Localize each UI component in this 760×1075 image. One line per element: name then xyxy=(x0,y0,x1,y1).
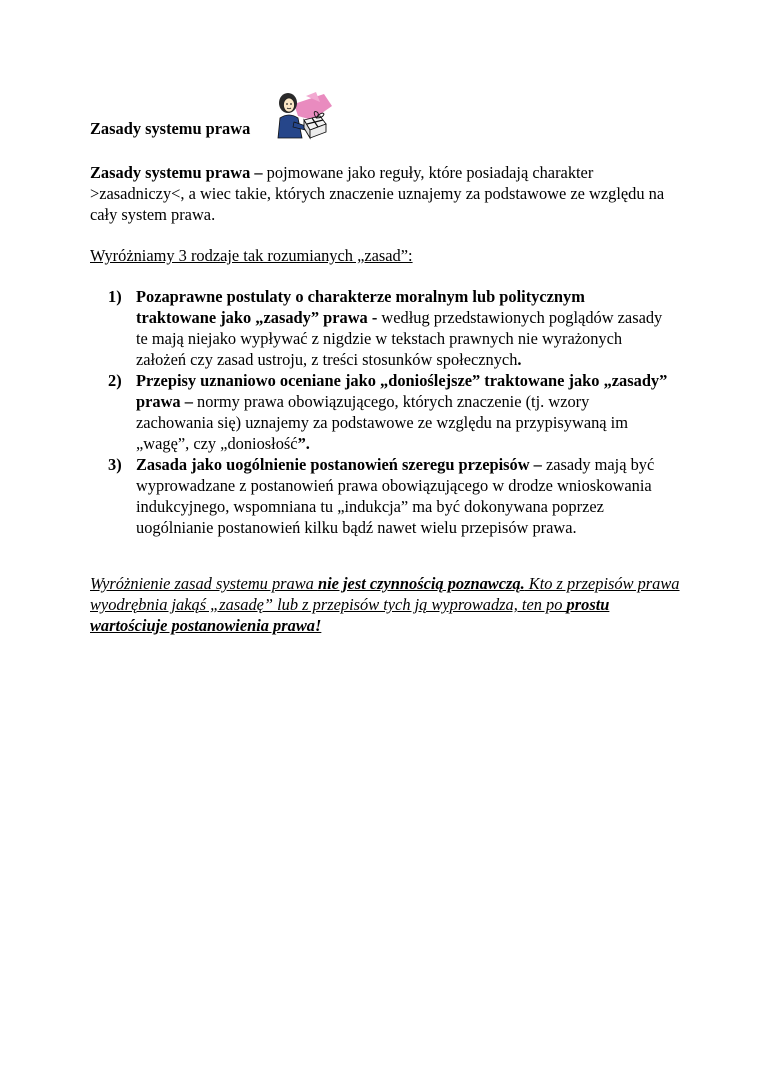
list-item-bold: Przepisy uznaniowo oceniane jako „donioślejsze” traktowane jako „zasady” prawa – xyxy=(136,371,668,411)
conclusion-part3: Kto z przepisów prawa wyodrębnia jakąś „zasadę” lub z przepisów tych ją wyprowadza, ten po xyxy=(90,574,680,614)
list-item-number: 2) xyxy=(108,371,122,390)
person-with-gift-clipart-icon xyxy=(272,90,334,140)
list-item-bold: Zasada jako uogólnienie postanowień szeregu przepisów – xyxy=(136,455,542,474)
conclusion-part2: nie jest czynnością poznawczą. xyxy=(317,574,525,593)
intro-text: pojmowane jako reguły, które posiadają charakter >zasadniczy<, a wiec takie, których znaczenie uznajemy za podstawowe ze względu na cały system prawa. xyxy=(90,163,665,224)
title-row xyxy=(90,118,250,142)
list-item-text: zasady mają być wyprowadzane z postanowień prawa obowiązującego w drodze wnioskowania indukcyjnego, wspomniana tu „indukcja” ma być dokonywana poprzez uogólnianie postanowień kilku bądź nawet wielu przepisów prawa. xyxy=(136,455,655,537)
list-item xyxy=(108,370,668,454)
list-item-number: 3) xyxy=(108,455,122,474)
list-item-end: . xyxy=(517,350,522,369)
conclusion-part4: prostu wartościuje postanowienia prawa! xyxy=(90,595,610,635)
list-item-end: ”. xyxy=(297,434,310,453)
conclusion-part1: Wyróżnienie zasad systemu prawa xyxy=(90,574,318,593)
list-item-text: według przedstawionych poglądów zasady te mają niejako wypływać z nigdzie w tekstach prawnych nie wyrażonych założeń czy zasad ustroju, z treści stosunków społecznych xyxy=(136,308,663,369)
conclusion-paragraph xyxy=(90,573,690,636)
principles-list xyxy=(108,286,668,538)
list-item-bold: Pozaprawne postulaty o charakterze moralnym lub politycznym traktowane jako „zasady” prawa - xyxy=(136,287,585,327)
list-item xyxy=(108,454,668,538)
list-item-text: normy prawa obowiązującego, których znaczenie (tj. wzory zachowania się) uznajemy za podstawowe ze względu na przypisywaną im „wagę”, czy „doniosłość xyxy=(136,392,628,453)
intro-paragraph xyxy=(90,162,680,225)
intro-lead: Zasady systemu prawa – xyxy=(90,163,263,182)
list-item xyxy=(108,286,668,370)
types-heading: Wyróżniamy 3 rodzaje tak rozumianych „zasad”: xyxy=(90,246,413,265)
list-item-number: 1) xyxy=(108,287,122,306)
document-title: Zasady systemu prawa xyxy=(90,119,251,138)
